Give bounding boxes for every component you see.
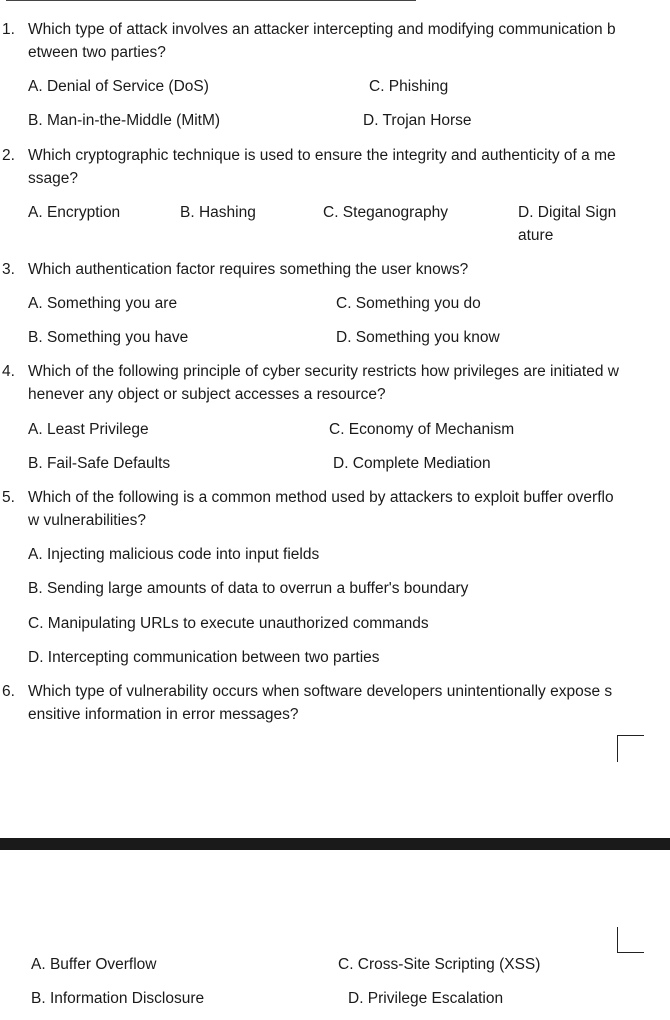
option-d: D. Complete Mediation bbox=[333, 455, 491, 472]
header-rule bbox=[6, 0, 416, 1]
option-a: A. Encryption bbox=[28, 204, 121, 221]
question-number: 4. bbox=[2, 363, 15, 380]
option-d: D. Privilege Escalation bbox=[348, 990, 504, 1007]
question-number: 5. bbox=[2, 489, 15, 506]
question-text: Which type of attack involves an attacker intercepting and modifying communication between two parties? bbox=[28, 21, 616, 61]
option-c: C. Steganography bbox=[323, 204, 448, 221]
question-text: Which type of vulnerability occurs when software developers unintentionally expose sensitive information in error messages? bbox=[28, 683, 613, 723]
question-number: 3. bbox=[2, 261, 15, 278]
answer-box-corner-bottom bbox=[617, 927, 644, 953]
option-d: D. Digital Signature bbox=[518, 204, 617, 244]
option-d: D. Trojan Horse bbox=[363, 112, 472, 129]
option-b: B. Hashing bbox=[180, 204, 256, 221]
option-b: B. Fail-Safe Defaults bbox=[28, 455, 171, 472]
question-text: Which cryptographic technique is used to ensure the integrity and authenticity of a message? bbox=[28, 147, 616, 187]
answer-box-corner-top bbox=[617, 735, 644, 762]
option-a: A. Injecting malicious code into input fields bbox=[28, 546, 320, 563]
option-c: C. Economy of Mechanism bbox=[329, 421, 515, 438]
option-c: C. Something you do bbox=[336, 295, 481, 312]
page-divider-bar bbox=[0, 838, 670, 850]
option-c: C. Manipulating URLs to execute unauthorized commands bbox=[28, 615, 429, 632]
question-number: 2. bbox=[2, 147, 15, 164]
option-c: C. Cross-Site Scripting (XSS) bbox=[338, 956, 541, 973]
question-text: Which of the following is a common method used by attackers to exploit buffer overflow vulnerabilities? bbox=[28, 489, 614, 529]
option-d: D. Something you know bbox=[336, 329, 500, 346]
option-c: C. Phishing bbox=[369, 78, 449, 95]
option-a: A. Something you are bbox=[28, 295, 178, 312]
question-text: Which of the following principle of cyber security restricts how privileges are initiated whenever any object or subject accesses a resource? bbox=[28, 363, 619, 403]
option-d: D. Intercepting communication between two parties bbox=[28, 649, 380, 666]
option-b: B. Something you have bbox=[28, 329, 189, 346]
option-a: A. Least Privilege bbox=[28, 421, 149, 438]
question-number: 1. bbox=[2, 21, 15, 38]
option-a: A. Denial of Service (DoS) bbox=[28, 78, 209, 95]
option-b: B. Sending large amounts of data to overrun a buffer's boundary bbox=[28, 580, 469, 597]
question-text: Which authentication factor requires something the user knows? bbox=[28, 261, 469, 278]
option-b: B. Man-in-the-Middle (MitM) bbox=[28, 112, 221, 129]
question-number: 6. bbox=[2, 683, 15, 700]
option-b: B. Information Disclosure bbox=[31, 990, 205, 1007]
option-a: A. Buffer Overflow bbox=[31, 956, 157, 973]
